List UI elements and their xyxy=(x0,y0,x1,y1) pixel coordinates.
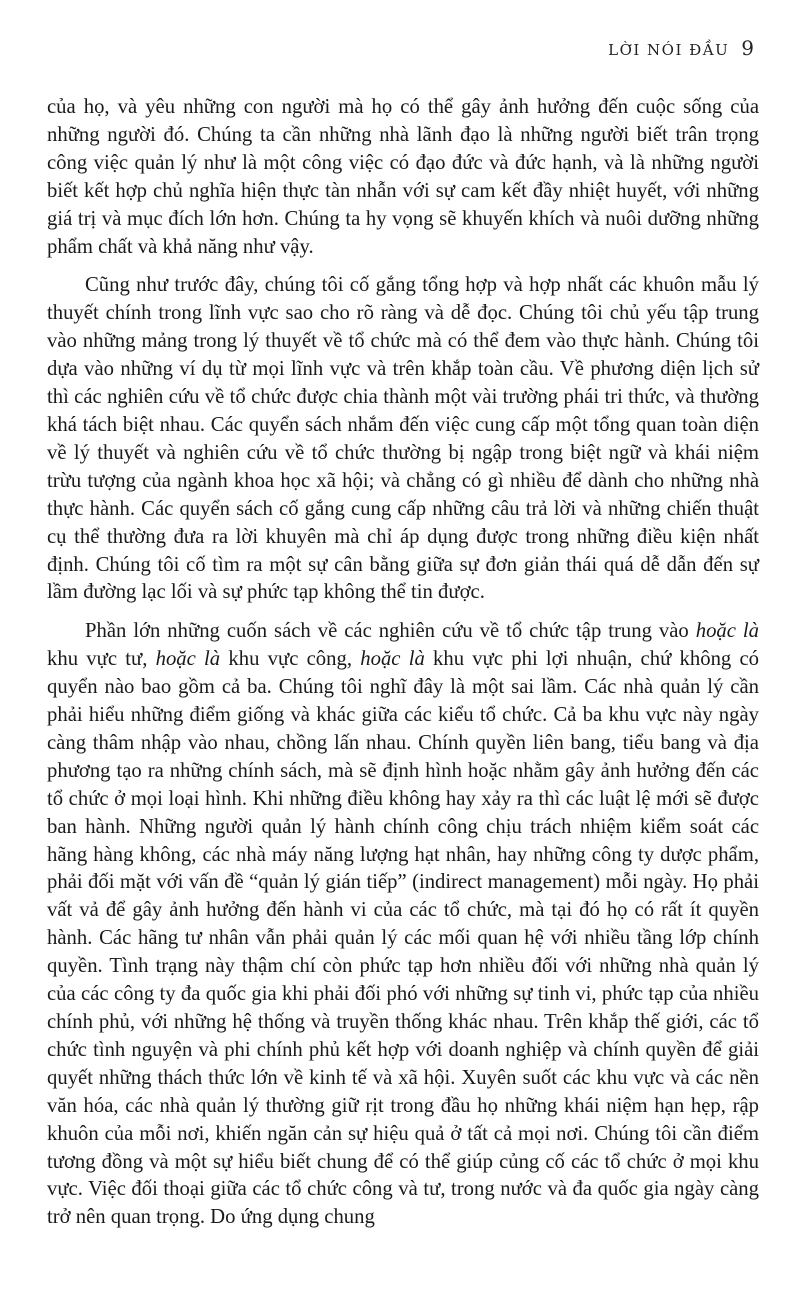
body-text xyxy=(47,94,759,1232)
paragraph: của họ, và yêu những con người mà họ có thể gây ảnh hưởng đến cuộc sống của những người đó. Chúng ta cần những nhà lãnh đạo là những người biết trân trọng công việc quản lý như là một công việc có đạo đức và đức hạnh, và là những người biết kết hợp chủ nghĩa hiện thực tàn nhẫn với sự cam kết đầy nhiệt huyết, với những giá trị và mục đích lớn hơn. Chúng ta hy vọng sẽ khuyến khích và nuôi dưỡng những phẩm chất và khả năng như vậy. xyxy=(47,96,759,258)
running-header xyxy=(608,36,754,60)
paragraph-text: khu vực phi lợi nhuận, chứ không có quyển nào bao gồm cả ba. Chúng tôi nghĩ đây là một sai lầm. Các nhà quản lý cần phải hiểu những điểm giống và khác giữa các kiểu tổ chức. Cả ba khu vực này ngày càng thâm nhập vào nhau, chồng lấn nhau. Chính quyền liên bang, tiểu bang và địa phương tạo ra những chính sách, mà sẽ định hình hoặc nhằm gây ảnh hưởng đến các tổ chức ở mọi loại hình. Khi những điều không hay xảy ra thì các luật lệ mới sẽ được ban hành. Những người quản lý hành chính công chịu trách nhiệm kiểm soát các hãng hàng không, các nhà máy năng lượng hạt nhân, hay những công ty dược phẩm, phải đối mặt với vấn đề “quản lý gián tiếp” (indirect management) mỗi ngày. Họ phải vất vả để gây ảnh hưởng đến hành vi của các tổ chức, mà tại đó họ có rất ít quyền hành. Các hãng tư nhân vẫn phải quản lý các mối quan hệ với nhiều tầng lớp chính quyền. Tình trạng này thậm chí còn phức tạp hơn nhiều đối với những nhà quản lý của các công ty đa quốc gia khi phải đối phó với những sự tinh vi, phức tạp của nhiều chính phủ, với những hệ thống và truyền thống khác nhau. Trên khắp thế giới, các tổ chức tình nguyện và phi chính phủ kết hợp với doanh nghiệp và chính quyền để giải quyết những thách thức lớn về kinh tế và xã hội. Xuyên suốt các khu vực và các nền văn hóa, các nhà quản lý thường giữ rịt trong đầu họ những khái niệm hạn hẹp, rập khuôn của mỗi nơi, khiến ngăn cản sự hiệu quả ở tất cả mọi nơi. Chúng tôi cần điểm tương đồng và một sự hiểu biết chung để có thể giúp củng cố các tổ chức ở mọi khu vực. Việc đối thoại giữa các tổ chức công và tư, trong nước và đa quốc gia ngày càng trở nên quan trọng. Do ứng dụng chung xyxy=(47,648,760,1229)
paragraph xyxy=(47,618,759,1232)
paragraph: Cũng như trước đây, chúng tôi cố gắng tổng hợp và hợp nhất các khuôn mẫu lý thuyết chính trong lĩnh vực sao cho rõ ràng và dễ đọc. Chúng tôi chủ yếu tập trung vào những mảng trong lý thuyết về tổ chức mà có thể đem vào thực hành. Chúng tôi dựa vào những ví dụ từ mọi lĩnh vực và trên khắp toàn cầu. Về phương diện lịch sử thì các nghiên cứu về tổ chức được chia thành một vài trường phái tri thức, và thường khá tách biệt nhau. Các quyển sách nhắm đến việc cung cấp một tổng quan toàn diện về lý thuyết và nghiên cứu về tổ chức thường bị ngập trong biệt ngữ và khái niệm trừu tượng của ngành khoa học xã hội; và chẳng có gì nhiều để dành cho những nhà thực hành. Các quyển sách cố gắng cung cấp những câu trả lời và những chiến thuật cụ thể thường đưa ra lời khuyên mà chỉ áp dụng được trong những điều kiện nhất định. Chúng tôi cố tìm ra một sự cân bằng giữa sự đơn giản thái quá dễ dẫn đến sự lầm đường lạc lối và sự phức tạp không thể tin được. xyxy=(47,274,759,604)
emphasis-text: hoặc là xyxy=(155,648,221,671)
emphasis-text: hoặc là xyxy=(360,648,425,671)
page-number: 9 xyxy=(741,36,754,60)
paragraph-text: khu vực tư, xyxy=(47,648,156,671)
paragraph-text: Phần lớn những cuốn sách về các nghiên cứu về tổ chức tập trung vào xyxy=(85,620,696,643)
paragraph-text: khu vực công, xyxy=(220,648,361,671)
chapter-title: LỜI NÓI ĐẦU xyxy=(608,41,730,59)
emphasis-text: hoặc là xyxy=(695,620,759,643)
